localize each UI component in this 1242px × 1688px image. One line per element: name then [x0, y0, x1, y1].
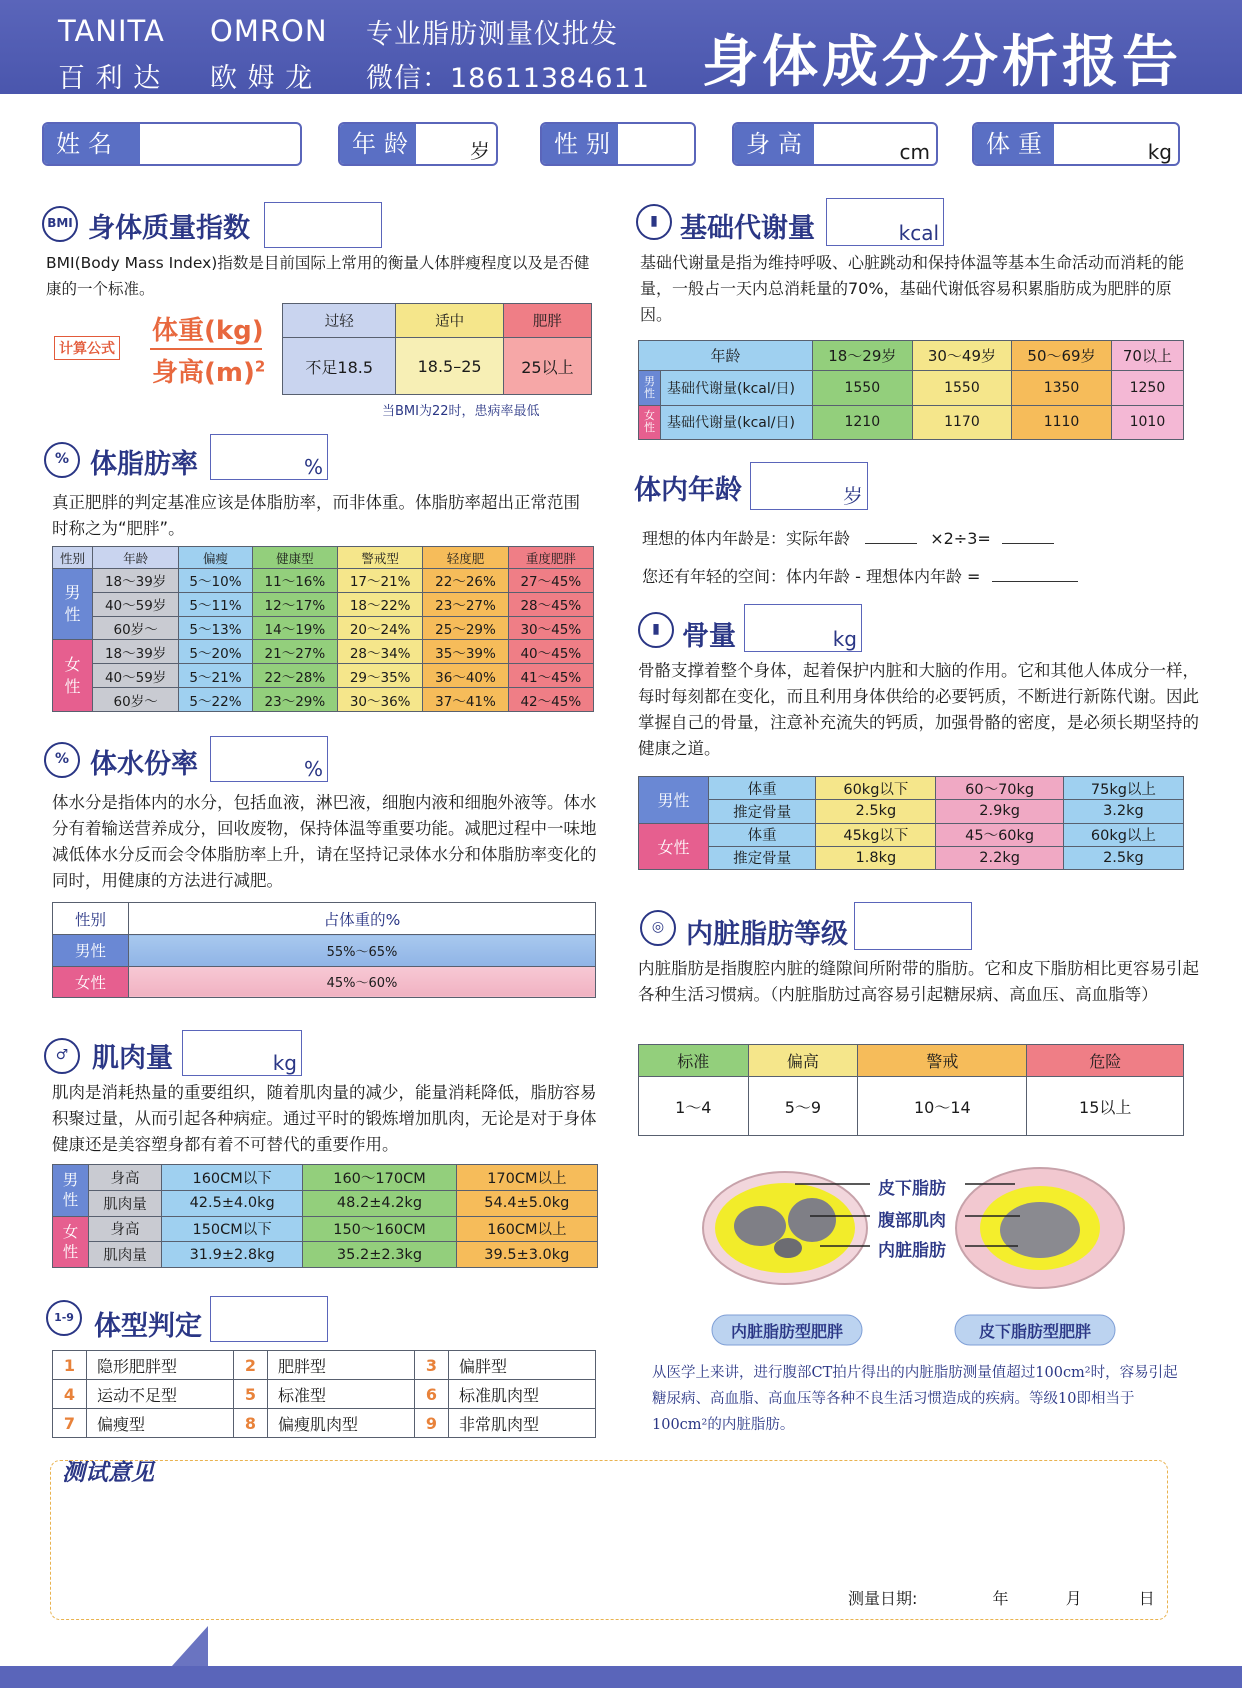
bmr-description: 基础代谢量是指为维持呼吸、心脏跳动和保持体温等基本生命活动而消耗的能量，一般占一天内总消耗量的70%，基础代谢低容易积累脂肪成为肥胖的原因。	[640, 253, 1185, 324]
bmr-table: 年龄 18～29岁 30～49岁 50～69岁 70以上 男性 基础代谢量(kcal/日) 1550 1550 1350 1250 女性 基础代谢量(kcal/日) 1210 1170 1110 1010	[638, 340, 1184, 440]
height-label: 身高	[734, 124, 814, 164]
muscle-description: 肌肉是消耗热量的重要组织，随着肌肉量的减少，能量消耗降低，脂肪容易积聚过量，从而引起各种病症。通过平时的锻炼增加肌肉，无论是对于身体健康还是美容塑身都有着不可替代的重要作用。	[52, 1083, 597, 1154]
body-fat-value-box[interactable]	[210, 434, 328, 480]
bone-description: 骨骼支撑着整个身体，起着保护内脏和大脑的作用。它和其他人体成分一样，每时每刻都在变化，而且利用身体供给的必要钙质，不断进行新陈代谢。因此掌握自己的骨量，注意补充流失的钙质，加强骨骼的密度，是必须长期坚持的健康之道。	[638, 661, 1199, 758]
height-field[interactable]	[732, 122, 938, 166]
visceral-description: 内脏脂肪是指腹腔内脏的缝隙间所附带的脂肪。它和皮下脂肪相比更容易引起各种生活习惯病。（内脏脂肪过高容易引起糖尿病、高血压、高血脂等）	[638, 959, 1199, 1004]
body-age-value-box[interactable]	[750, 462, 868, 510]
water-table: 性别 占体重的% 男性 55%～65% 女性 45%～60%	[52, 902, 596, 998]
muscle-icon: ♂	[44, 1038, 80, 1074]
bmr-title: 基础代谢量	[680, 213, 815, 244]
bmr-row: 男性 基础代谢量(kcal/日) 1550 1550 1350 1250	[639, 371, 1184, 406]
bone-icon: ▮	[638, 612, 674, 648]
body-fat-description: 真正肥胖的判定基准应该是体脂肪率，而非体重。体脂肪率超出正常范围时称之为“肥胖”。	[52, 493, 580, 538]
water-value-box[interactable]	[210, 736, 328, 782]
age-label: 年龄	[340, 124, 416, 164]
bone-row: 推定骨量 2.5kg 2.9kg 3.2kg	[639, 800, 1184, 823]
visceral-table: 标准 偏高 警戒 危险 1～4 5～9 10～14 15以上	[638, 1044, 1184, 1136]
brand-description: 专业脂肪测量仪批发	[366, 19, 618, 50]
body-type-icon: 1-9	[46, 1300, 82, 1336]
formula-denominator: 身高$(m)^2$	[152, 357, 266, 388]
bmi-description: BMI(Body Mass Index)指数是目前国际上常用的衡量人体胖瘦程度以及是否健康的一个标准。	[46, 254, 590, 298]
body-type-row: 4 运动不足型 5 标准型 6 标准肌肉型	[53, 1380, 596, 1409]
gender-field[interactable]	[540, 122, 696, 166]
muscle-row: 肌肉量 31.9±2.8kg 35.2±2.3kg 39.5±3.0kg	[53, 1242, 598, 1268]
body-fat-row: 40～59岁 5～11% 12～17% 18～22% 23～27% 28～45%	[53, 592, 594, 616]
brand-tanita: TANITA	[58, 14, 165, 48]
body-fat-row: 60岁～ 5～13% 14～19% 20～24% 25～29% 30～45%	[53, 616, 594, 640]
muscle-unit: kg	[272, 1051, 297, 1075]
body-fat-row: 60岁～ 5～22% 23～29% 30～36% 37～41% 42～45%	[53, 688, 594, 712]
page-header	[0, 0, 1242, 94]
bmi-value-box[interactable]	[264, 202, 382, 248]
height-unit: cm	[899, 140, 930, 164]
age-field[interactable]	[338, 122, 498, 166]
opinion-title: 测试意见	[62, 1460, 154, 1486]
body-type-row: 7 偏瘦型 8 偏瘦肌肉型 9 非常肌肉型	[53, 1409, 596, 1438]
water-title: 体水份率	[90, 749, 198, 780]
muscle-row: 肌肉量 42.5±4.0kg 48.2±4.2kg 54.4±5.0kg	[53, 1190, 598, 1216]
body-fat-unit: %	[303, 455, 323, 479]
brand-omron: OMRON	[210, 14, 328, 48]
water-unit: %	[303, 757, 323, 781]
body-type-table	[52, 1350, 596, 1438]
bmr-row: 女性 基础代谢量(kcal/日) 1210 1170 1110 1010	[639, 405, 1184, 440]
wechat-contact: 微信：18611384611	[366, 63, 650, 94]
visceral-value-box[interactable]	[854, 902, 972, 950]
bmi-title: 身体质量指数	[88, 213, 250, 244]
label-visceral-fat: 内脏脂肪	[878, 1241, 946, 1261]
label-subcutaneous-fat: 皮下脂肪	[878, 1179, 946, 1199]
bone-unit: kg	[832, 627, 857, 651]
body-age-title: 体内年龄	[634, 475, 742, 506]
bone-title: 骨量	[682, 621, 736, 652]
measure-date: 测量日期: 年 月 日	[848, 1589, 1155, 1608]
name-label: 姓名	[44, 124, 140, 164]
page-footer	[0, 1666, 1242, 1688]
subcutaneous-obesity-label: 皮下脂肪型肥胖	[978, 1322, 1091, 1341]
bone-row: 男性 体重 60kg以下 60～70kg 75kg以上	[639, 777, 1184, 800]
body-fat-row: 男性 18～39岁 5～10% 11～16% 17～21% 22～26% 27～45%	[53, 569, 594, 593]
visceral-title: 内脏脂肪等级	[686, 919, 848, 950]
bmi-icon: BMI	[42, 206, 78, 242]
corner-decoration	[172, 1626, 208, 1666]
body-fat-icon: %	[44, 442, 80, 478]
body-fat-row: 40～59岁 5～21% 22～28% 29～35% 36～40% 41～45%	[53, 664, 594, 688]
weight-field[interactable]	[972, 122, 1180, 166]
muscle-title: 肌肉量	[92, 1043, 173, 1074]
body-fat-table: 性别 年龄 偏瘦 健康型 警戒型 轻度肥 重度肥胖 男性 18～39岁 5～10% 11～16% 17～21% 22～26% 27～45% 40～59岁 5～11% 12～17% 18～22% 23～27% 28～45% 60岁～ 5～13% 14～19% 20～24% 25～29% 30～45% 女性 18～39岁 5～20% 21～27% 28～34% 35～39% 40～45% 40～59岁 5～21% 22～28% 29～35% 36～40% 41～45% 60岁～ 5～22% 23～29% 30～36% 37～41% 42～45%	[52, 546, 594, 712]
bone-value-box[interactable]	[744, 604, 862, 652]
formula-tag: 计算公式	[54, 336, 120, 360]
page-title: 身体成分分析报告	[702, 30, 1182, 95]
body-age-formula-line1: 理想的体内年龄是：实际年龄 ×2÷3=	[642, 526, 1054, 549]
body-age-formula-line2: 您还有年轻的空间：体内年龄 - 理想体内年龄 =	[642, 564, 1078, 587]
muscle-row: 女性 身高 150CM以下 150～160CM 160CM以上	[53, 1216, 598, 1242]
muscle-row: 男性 身高 160CM以下 160～170CM 170CM以上	[53, 1165, 598, 1191]
bmi-note: 当BMI为22时，患病率最低	[382, 404, 540, 419]
formula-numerator: 体重(kg)	[152, 316, 264, 346]
bmi-table: 过轻 适中 肥胖 不足18.5 18.5–25 25以上	[282, 303, 592, 395]
visceral-icon: ◎	[640, 910, 676, 946]
weight-label: 体重	[974, 124, 1054, 164]
visceral-obesity-label: 内脏脂肪型肥胖	[730, 1322, 843, 1341]
formula-divider	[150, 348, 262, 350]
weight-unit: kg	[1147, 140, 1172, 164]
body-type-title: 体型判定	[94, 1311, 202, 1342]
bmr-icon: ▮	[636, 204, 672, 240]
body-fat-row: 女性 18～39岁 5～20% 21～27% 28～34% 35～39% 40～45%	[53, 640, 594, 664]
age-unit: 岁	[470, 139, 490, 163]
body-fat-title: 体脂肪率	[90, 449, 198, 480]
gender-label: 性别	[542, 124, 618, 164]
bone-table	[638, 776, 1184, 870]
body-age-unit: 岁	[843, 484, 863, 508]
muscle-value-box[interactable]	[182, 1030, 302, 1076]
bone-row: 推定骨量 1.8kg 2.2kg 2.5kg	[639, 846, 1184, 869]
brand-omron-cn: 欧 姆 龙	[210, 63, 314, 94]
body-type-row: 1 隐形肥胖型 2 肥胖型 3 偏胖型	[53, 1351, 596, 1380]
water-description: 体水分是指体内的水分，包括血液，淋巴液，细胞内液和细胞外液等。体水分有着输送营养成分，回收废物，保持体温等重要功能。减肥过程中一味地减低体水分反而会令体脂肪率上升，请在坚持记录体水分和体脂肪率变化的同时，用健康的方法进行减肥。	[52, 793, 597, 890]
bmr-value-box[interactable]	[826, 198, 944, 246]
name-field[interactable]	[42, 122, 302, 166]
visceral-note: 从医学上来讲，进行腹部CT拍片得出的内脏脂肪测量值超过100cm²时，容易引起糖尿病、高血脂、高血压等各种不良生活习惯造成的疾病。等级10即相当于100cm²的内脏脂肪。	[652, 1365, 1178, 1433]
label-abdominal-muscle: 腹部肌肉	[878, 1211, 946, 1231]
bmr-unit: kcal	[898, 221, 939, 245]
brand-tanita-cn: 百 利 达	[58, 63, 162, 94]
body-type-value-box[interactable]	[210, 1296, 328, 1342]
bone-row: 女性 体重 45kg以下 45～60kg 60kg以上	[639, 823, 1184, 846]
water-icon: %	[44, 742, 80, 778]
muscle-table	[52, 1164, 598, 1268]
